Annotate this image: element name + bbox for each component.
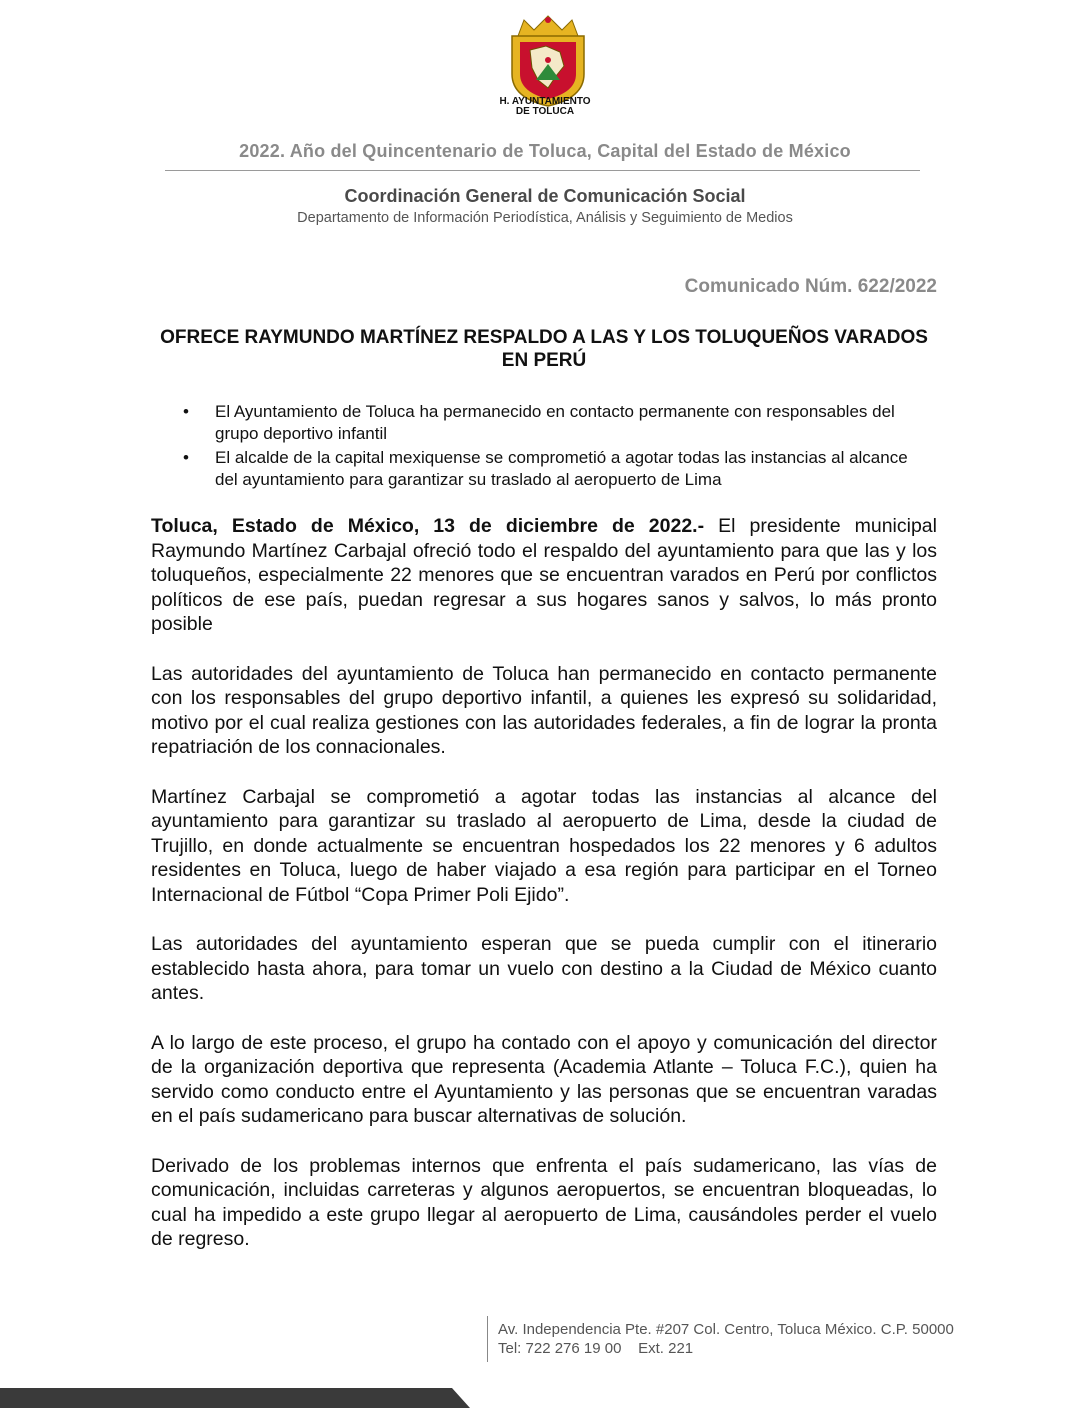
paragraph-1	[151, 514, 937, 637]
logo-caption	[470, 97, 620, 117]
header-divider	[165, 170, 920, 171]
paragraph-6: Derivado de los problemas internos que enfrenta el país sudamericano, las vías de comunicación, incluidas carreteras y algunos aeropuertos, se encuentran bloqueadas, lo cual ha impedido a este grupo llegar al aeropuerto de Lima, causándoles perder el vuelo de regreso.	[151, 1154, 937, 1250]
press-release-number: Comunicado Núm. 622/2022	[684, 276, 937, 297]
paragraph-1-text: El presidente municipal Raymundo Martínez Carbajal ofreció todo el respaldo del ayuntamiento para que las y los toluqueños, especialmente 22 menores que se encuentran varados en Perú por conflictos políticos de ese país, puedan regresar a sus hogares sanos y salvos, lo más pronto posible	[151, 515, 937, 635]
logo-caption-line2: DE TOLUCA	[515, 106, 575, 117]
bullet-text: El alcalde de la capital mexiquense se comprometió a agotar todas las instancias al alcance del ayuntamiento para garantizar su traslado al aeropuerto de Lima	[215, 448, 908, 489]
list-item	[183, 447, 923, 491]
footer-divider	[487, 1316, 488, 1362]
bullet-icon: •	[183, 402, 189, 421]
bullet-icon: •	[183, 448, 189, 467]
paragraph-5: A lo largo de este proceso, el grupo ha contado con el apoyo y comunicación del director de la organización deportiva que representa (Academia Atlante – Toluca F.C.), quien ha servido como conducto entre el Ayuntamiento y las personas que se encuentran varadas en el país sudamericano para buscar alternativas de solución.	[151, 1031, 937, 1127]
footer-address: Av. Independencia Pte. #207 Col. Centro, Toluca México. C.P. 50000	[498, 1321, 954, 1338]
summary-bullet-list	[183, 401, 923, 493]
bullet-text: El Ayuntamiento de Toluca ha permanecido en contacto permanente con responsables del grupo deportivo infantil	[215, 402, 895, 443]
press-release-body	[151, 514, 937, 1277]
department-title: Coordinación General de Comunicación Social	[344, 186, 746, 206]
footer-phone: Tel: 722 276 19 00 Ext. 221	[498, 1340, 694, 1357]
paragraph-2: Las autoridades del ayuntamiento de Toluca han permanecido en contacto permanente con los responsables del grupo deportivo infantil, a quienes les expresó su solidaridad, motivo por el cual realiza gestiones con las autoridades federales, a fin de lograr la pronta repatriación de los connacionales.	[151, 662, 937, 758]
dateline: Toluca, Estado de México, 13 de diciembre de 2022.-	[151, 515, 705, 537]
paragraph-4: Las autoridades del ayuntamiento esperan que se pueda cumplir con el itinerario establecido hasta ahora, para tomar un vuelo con destino a la Ciudad de México cuanto antes.	[151, 933, 937, 1004]
list-item	[183, 401, 923, 445]
department-subtitle: Departamento de Información Periodística, Análisis y Seguimiento de Medios	[297, 210, 793, 226]
logo-caption-line1: H. AYUNTAMIENTO	[499, 96, 591, 107]
paragraph-3: Martínez Carbajal se comprometió a agotar todas las instancias al alcance del ayuntamiento para garantizar su traslado al aeropuerto de Lima, desde la ciudad de Trujillo, en donde actualmente se encuentran hospedados los 22 menores y 6 adultos residentes en Toluca, luego de haber viajado a esa región para participar en el Torneo Internacional de Fútbol “Copa Primer Poli Ejido”.	[151, 785, 937, 906]
year-motto: 2022. Año del Quincentenario de Toluca, Capital del Estado de México	[239, 141, 851, 161]
press-release-headline: OFRECE RAYMUNDO MARTÍNEZ RESPALDO A LAS Y LOS TOLUQUEÑOS VARADOS EN PERÚ	[160, 327, 928, 371]
footer-decorative-bar	[0, 1384, 470, 1408]
